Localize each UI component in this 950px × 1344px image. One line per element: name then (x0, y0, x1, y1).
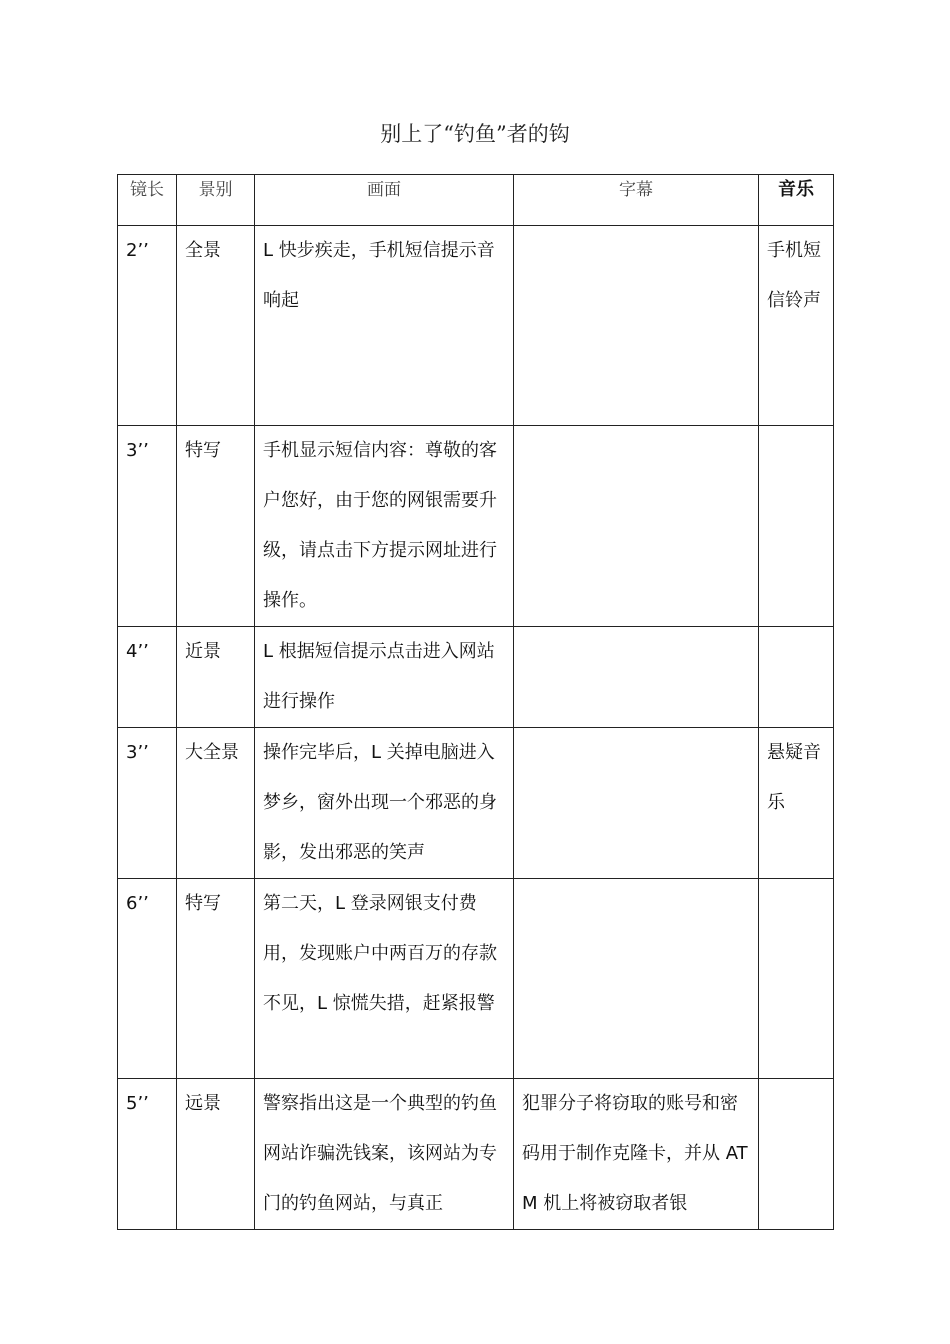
shot-type-cell: 近景 (177, 627, 255, 728)
subtitle-cell (514, 226, 759, 426)
table-row (118, 1079, 834, 1230)
subtitle-cell (514, 728, 759, 879)
subtitle-cell (514, 426, 759, 627)
shot-type-cell: 特写 (177, 426, 255, 627)
table-row (118, 728, 834, 879)
scene-cell: 操作完毕后，L 关掉电脑进入梦乡，窗外出现一个邪恶的身影，发出邪恶的笑声 (255, 728, 514, 879)
shot-type-cell: 特写 (177, 879, 255, 1079)
header-subtitle: 字幕 (514, 175, 759, 226)
table-header-row (118, 175, 834, 226)
music-cell: 手机短信铃声 (759, 226, 834, 426)
header-music: 音乐 (759, 175, 834, 226)
table-row (118, 879, 834, 1079)
shot-type-cell: 全景 (177, 226, 255, 426)
scene-cell: 第二天，L 登录网银支付费用，发现账户中两百万的存款不见，L 惊慌失措，赶紧报警 (255, 879, 514, 1079)
scene-cell: L 快步疾走，手机短信提示音响起 (255, 226, 514, 426)
subtitle-cell (514, 879, 759, 1079)
music-cell (759, 879, 834, 1079)
music-cell (759, 627, 834, 728)
header-shot-length: 镜长 (118, 175, 177, 226)
shot-length-cell: 4’’ (118, 627, 177, 728)
document-title: 别上了“钓鱼”者的钩 (380, 122, 570, 146)
music-cell (759, 426, 834, 627)
music-cell (759, 1079, 834, 1230)
shot-length-cell: 6’’ (118, 879, 177, 1079)
shot-type-cell: 大全景 (177, 728, 255, 879)
subtitle-cell: 犯罪分子将窃取的账号和密码用于制作克隆卡，并从 ATM 机上将被窃取者银 (514, 1079, 759, 1230)
table-row (118, 426, 834, 627)
music-cell: 悬疑音乐 (759, 728, 834, 879)
header-shot-type: 景别 (177, 175, 255, 226)
shot-length-cell: 3’’ (118, 426, 177, 627)
storyboard-table (117, 174, 834, 1230)
shot-type-cell: 远景 (177, 1079, 255, 1230)
shot-length-cell: 3’’ (118, 728, 177, 879)
scene-cell: L 根据短信提示点击进入网站进行操作 (255, 627, 514, 728)
shot-length-cell: 5’’ (118, 1079, 177, 1230)
subtitle-cell (514, 627, 759, 728)
table-row (118, 226, 834, 426)
table-row (118, 627, 834, 728)
shot-length-cell: 2’’ (118, 226, 177, 426)
scene-cell: 手机显示短信内容：尊敬的客户您好，由于您的网银需要升级，请点击下方提示网址进行操作。 (255, 426, 514, 627)
scene-cell: 警察指出这是一个典型的钓鱼网站诈骗洗钱案，该网站为专门的钓鱼网站，与真正 (255, 1079, 514, 1230)
header-scene: 画面 (255, 175, 514, 226)
